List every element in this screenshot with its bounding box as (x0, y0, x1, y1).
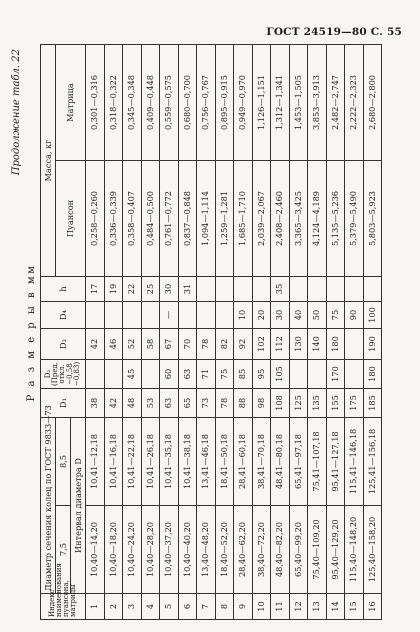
cell-mass-punch: 5,135—5,236 (326, 161, 345, 277)
table-row (271, 45, 290, 620)
cell-range-8-5: 18,41—50,18 (215, 418, 234, 506)
cell-d4: 20 (252, 302, 271, 329)
cell-mass-matrix: 2,680—2,800 (363, 45, 382, 161)
cell-range-8-5: 75,41—107,18 (308, 418, 327, 506)
cell-d2: 45 (123, 360, 142, 389)
cell-d1: 53 (141, 389, 160, 418)
cell-h (252, 277, 271, 302)
cell-h: 25 (141, 277, 160, 302)
cell-range-8-5: 10,41—16,18 (104, 418, 123, 506)
cell-mass-punch: 0,336—0,339 (104, 161, 123, 277)
header-col-8-5: 8,5 (56, 418, 71, 506)
cell-range-7-5: 10,40—18,20 (104, 506, 123, 594)
cell-d4: 50 (308, 302, 327, 329)
cell-d1: 108 (271, 389, 290, 418)
cell-h: 31 (178, 277, 197, 302)
cell-d3: 102 (252, 329, 271, 360)
cell-d3: 82 (215, 329, 234, 360)
cell-mass-matrix: 0,318—0,322 (104, 45, 123, 161)
cell-d4 (123, 302, 142, 329)
cell-h (345, 277, 364, 302)
cell-range-7-5: 65,40—99,20 (289, 506, 308, 594)
cell-index: 11 (271, 594, 290, 620)
cell-range-7-5: 95,40—129,20 (326, 506, 345, 594)
cell-d3: 112 (271, 329, 290, 360)
table-row (215, 45, 234, 620)
cell-d2: 85 (234, 360, 253, 389)
cell-d1: 175 (345, 389, 364, 418)
cell-range-7-5: 10,40—40,20 (178, 506, 197, 594)
cell-index: 15 (345, 594, 364, 620)
cell-index: 5 (160, 594, 179, 620)
cell-index: 7 (197, 594, 216, 620)
continuation-note: Продолжение табл. 22 (11, 49, 22, 176)
cell-d2: 60 (160, 360, 179, 389)
cell-range-7-5: 115,40—148,20 (345, 506, 364, 594)
cell-range-8-5: 13,41—46,18 (197, 418, 216, 506)
cell-range-7-5: 10,40—37,20 (160, 506, 179, 594)
cell-index: 9 (234, 594, 253, 620)
cell-range-7-5: 28,40—62,20 (234, 506, 253, 594)
cell-d4 (215, 302, 234, 329)
cell-d2 (141, 360, 160, 389)
cell-d3: 58 (141, 329, 160, 360)
cell-index: 8 (215, 594, 234, 620)
cell-mass-punch: 2,408—2,460 (271, 161, 290, 277)
header-d2: D₂ (Пред. откл. −0,58 −0,83) (41, 360, 86, 389)
cell-h (308, 277, 327, 302)
cell-mass-matrix: 0,949—0,970 (234, 45, 253, 161)
cell-d3: 190 (363, 329, 382, 360)
cell-mass-matrix: 1,312—1,341 (271, 45, 290, 161)
cell-h (215, 277, 234, 302)
cell-index: 13 (308, 594, 327, 620)
cell-mass-matrix: 0,345—0,348 (123, 45, 142, 161)
cell-d2 (104, 360, 123, 389)
table-row (141, 45, 160, 620)
cell-h (234, 277, 253, 302)
header-d4: D₄ (41, 302, 86, 329)
cell-index: 14 (326, 594, 345, 620)
cell-d4: — (160, 302, 179, 329)
table-row (345, 45, 364, 620)
cell-d1: 155 (326, 389, 345, 418)
cell-range-7-5: 13,40—48,20 (197, 506, 216, 594)
cell-mass-punch: 0,258—0,260 (86, 161, 105, 277)
cell-mass-matrix: 1,126—1,151 (252, 45, 271, 161)
cell-mass-matrix: 2,482—2,747 (326, 45, 345, 161)
cell-d1: 42 (104, 389, 123, 418)
cell-d4: 75 (326, 302, 345, 329)
cell-range-7-5: 10,40—28,20 (141, 506, 160, 594)
cell-index: 2 (104, 594, 123, 620)
table-row (326, 45, 345, 620)
cell-h: 17 (86, 277, 105, 302)
header-h: h (41, 277, 86, 302)
cell-h: 35 (271, 277, 290, 302)
table-row (197, 45, 216, 620)
cell-mass-punch: 0,484—0,500 (141, 161, 160, 277)
cell-mass-punch: 2,039—2,067 (252, 161, 271, 277)
cell-mass-matrix: 0,301—0,316 (86, 45, 105, 161)
cell-range-8-5: 28,41—60,18 (234, 418, 253, 506)
cell-d3: 70 (178, 329, 197, 360)
cell-d4: 30 (271, 302, 290, 329)
header-punch: Пуансон (56, 161, 86, 277)
cell-range-8-5: 10,41—35,18 (160, 418, 179, 506)
cell-index: 6 (178, 594, 197, 620)
cell-d2: 63 (178, 360, 197, 389)
cell-h: 22 (123, 277, 142, 302)
cell-range-8-5: 10,41—38,18 (178, 418, 197, 506)
cell-mass-punch: 5,803—5,923 (363, 161, 382, 277)
cell-d2: 75 (215, 360, 234, 389)
table-row (289, 45, 308, 620)
table-row (160, 45, 179, 620)
cell-range-8-5: 125,41—156,18 (363, 418, 382, 506)
cell-d4: 40 (289, 302, 308, 329)
cell-d1: 48 (123, 389, 142, 418)
header-ring-diameter: Диаметр сечения колец по ГОСТ 9833—73 (41, 418, 56, 594)
cell-range-7-5: 10,40—14,20 (86, 506, 105, 594)
cell-h (289, 277, 308, 302)
cell-d2 (289, 360, 308, 389)
cell-d4 (197, 302, 216, 329)
cell-d2: 180 (363, 360, 382, 389)
cell-range-7-5: 38,40—72,20 (252, 506, 271, 594)
cell-d2: 95 (252, 360, 271, 389)
cell-mass-punch: 1,094—1,114 (197, 161, 216, 277)
cell-h: 30 (160, 277, 179, 302)
cell-range-7-5: 48,40—82,20 (271, 506, 290, 594)
cell-mass-punch: 0,358—0,407 (123, 161, 142, 277)
cell-range-8-5: 65,41—97,18 (289, 418, 308, 506)
cell-d3: 42 (86, 329, 105, 360)
data-table (40, 44, 382, 620)
cell-d1: 125 (289, 389, 308, 418)
cell-range-8-5: 10,41—12,18 (86, 418, 105, 506)
cell-mass-punch: 4,124—4,189 (308, 161, 327, 277)
header-d1: D₁ (41, 389, 86, 418)
cell-mass-punch: 3,365—3,425 (289, 161, 308, 277)
cell-d4 (104, 302, 123, 329)
table-row (363, 45, 382, 620)
cell-range-8-5: 10,41—22,18 (123, 418, 142, 506)
cell-d1: 63 (160, 389, 179, 418)
cell-d1: 38 (86, 389, 105, 418)
cell-d2 (345, 360, 364, 389)
cell-d3: 92 (234, 329, 253, 360)
cell-d3: 180 (326, 329, 345, 360)
table-title: Р а з м е р ы в мм (26, 263, 37, 402)
table-row (308, 45, 327, 620)
cell-d1: 73 (197, 389, 216, 418)
table-row (104, 45, 123, 620)
cell-d2 (308, 360, 327, 389)
cell-index: 16 (363, 594, 382, 620)
cell-mass-punch: 1,685—1,710 (234, 161, 253, 277)
cell-d4: 90 (345, 302, 364, 329)
cell-index: 1 (86, 594, 105, 620)
cell-d2: 105 (271, 360, 290, 389)
header-col-7-5: 7,5 (56, 506, 71, 594)
rotated-table-block (10, 45, 410, 620)
cell-range-8-5: 95,41—127,18 (326, 418, 345, 506)
cell-index: 12 (289, 594, 308, 620)
cell-h: 19 (104, 277, 123, 302)
cell-d3 (345, 329, 364, 360)
cell-mass-matrix: 2,222—2,323 (345, 45, 364, 161)
cell-range-8-5: 10,41—26,18 (141, 418, 160, 506)
cell-d4: 10 (234, 302, 253, 329)
cell-d4 (141, 302, 160, 329)
table-row (86, 45, 105, 620)
cell-range-8-5: 48,41—80,18 (271, 418, 290, 506)
cell-d1: 185 (363, 389, 382, 418)
cell-range-7-5: 10,40—24,20 (123, 506, 142, 594)
cell-d1: 98 (252, 389, 271, 418)
cell-d1: 78 (215, 389, 234, 418)
cell-h (197, 277, 216, 302)
cell-h (363, 277, 382, 302)
cell-range-7-5: 75,40—109,20 (308, 506, 327, 594)
cell-mass-punch: 0,761—0,772 (160, 161, 179, 277)
cell-d3: 140 (308, 329, 327, 360)
cell-range-8-5: 115,41—146,18 (345, 418, 364, 506)
cell-d3: 46 (104, 329, 123, 360)
cell-d4 (86, 302, 105, 329)
cell-mass-punch: 5,379—5,490 (345, 161, 364, 277)
cell-mass-matrix: 1,453—1,505 (289, 45, 308, 161)
cell-mass-matrix: 0,559—0,575 (160, 45, 179, 161)
cell-d2: 71 (197, 360, 216, 389)
cell-d1: 135 (308, 389, 327, 418)
cell-d4: 100 (363, 302, 382, 329)
header-index: Индекс наименования пуансона, матрицы (41, 594, 86, 620)
table-row (123, 45, 142, 620)
cell-range-7-5: 18,40—52,20 (215, 506, 234, 594)
cell-d3: 130 (289, 329, 308, 360)
cell-d2: 170 (326, 360, 345, 389)
cell-mass-matrix: 0,756—0,767 (197, 45, 216, 161)
cell-d2 (86, 360, 105, 389)
table-row (252, 45, 271, 620)
cell-index: 10 (252, 594, 271, 620)
cell-d1: 88 (234, 389, 253, 418)
cell-h (326, 277, 345, 302)
table-row (178, 45, 197, 620)
cell-d3: 52 (123, 329, 142, 360)
cell-range-7-5: 125,40—158,20 (363, 506, 382, 594)
cell-range-8-5: 38,41—70,18 (252, 418, 271, 506)
table-row (234, 45, 253, 620)
cell-mass-punch: 1,259—1,281 (215, 161, 234, 277)
cell-d3: 67 (160, 329, 179, 360)
cell-d4 (178, 302, 197, 329)
cell-mass-punch: 0,837—0,848 (178, 161, 197, 277)
page-header: ГОСТ 24519—80 С. 55 (266, 26, 402, 38)
cell-index: 3 (123, 594, 142, 620)
cell-d1: 65 (178, 389, 197, 418)
cell-index: 4 (141, 594, 160, 620)
header-mass: Масса, кг (41, 45, 56, 277)
cell-mass-matrix: 0,895—0,915 (215, 45, 234, 161)
cell-mass-matrix: 3,853—3,913 (308, 45, 327, 161)
header-matrix: Матрица (56, 45, 86, 161)
cell-mass-matrix: 0,409—0,448 (141, 45, 160, 161)
header-d3: D₃ (41, 329, 86, 360)
cell-mass-matrix: 0,680—0,700 (178, 45, 197, 161)
header-interval: Интервал диаметра D (71, 418, 86, 594)
cell-d3: 78 (197, 329, 216, 360)
